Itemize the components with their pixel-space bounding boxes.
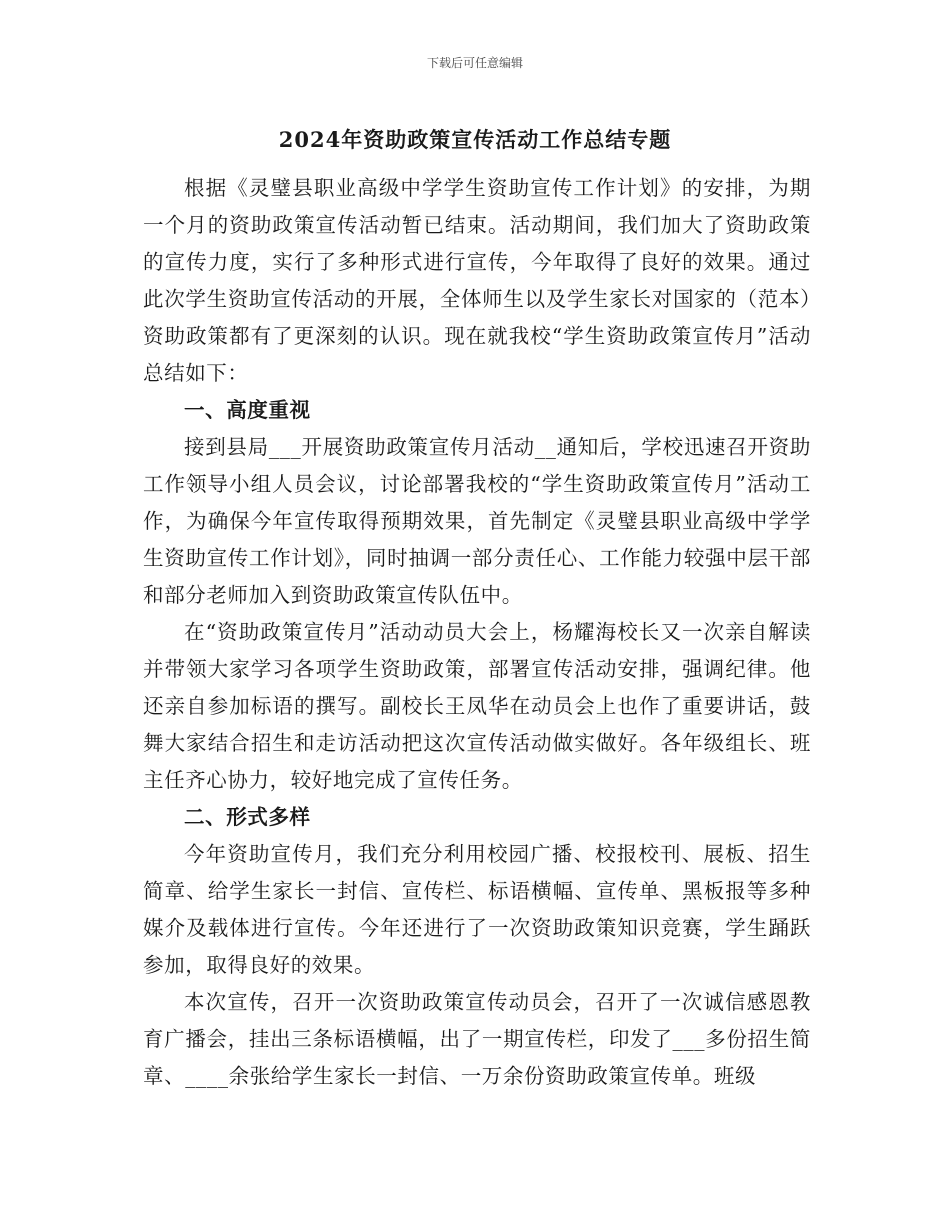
section-heading-1: 一、高度重视: [184, 398, 311, 422]
document-body: [143, 170, 811, 1095]
section2-paragraph-2: 本次宣传，召开一次资助政策宣传动员会，召开了一次诚信感恩教育广播会，挂出三条标语横幅，出了一期宣传栏，印发了___多份招生简章、____余张给学生家长一封信、一万余份资助政策宣传单。班级: [143, 990, 811, 1088]
intro-paragraph: 根据《灵璧县职业高级中学学生资助宣传工作计划》的安排，为期一个月的资助政策宣传活动暂已结束。活动期间，我们加大了资助政策的宣传力度，实行了多种形式进行宣传，今年取得了良好的效果。通过此次学生资助宣传活动的开展，全体师生以及学生家长对国家的（范本）资助政策都有了更深刻的认识。现在就我校“学生资助政策宣传月”活动总结如下：: [143, 176, 811, 385]
section1-paragraph-1: 接到县局___开展资助政策宣传月活动__通知后，学校迅速召开资助工作领导小组人员会议，讨论部署我校的“学生资助政策宣传月”活动工作，为确保今年宣传取得预期效果，首先制定《灵璧县职业高级中学学生资助宣传工作计划》，同时抽调一部分责任心、工作能力较强中层干部和部分老师加入到资助政策宣传队伍中。: [143, 435, 811, 607]
header-note: 下载后可任意编辑: [426, 56, 523, 70]
section2-paragraph-1: 今年资助宣传月，我们充分利用校园广播、校报校刊、展板、招生简章、给学生家长一封信、宣传栏、标语横幅、宣传单、黑板报等多种媒介及载体进行宣传。今年还进行了一次资助政策知识竞赛，学生踊跃参加，取得良好的效果。: [143, 842, 811, 977]
document-title: 2024年资助政策宣传活动工作总结专题: [278, 127, 672, 152]
section1-paragraph-2: 在“资助政策宣传月”活动动员大会上，杨耀海校长又一次亲自解读并带领大家学习各项学生资助政策，部署宣传活动安排，强调纪律。他还亲自参加标语的撰写。副校长王凤华在动员会上也作了重要讲话，鼓舞大家结合招生和走访活动把这次宣传活动做实做好。各年级组长、班主任齐心协力，较好地完成了宣传任务。: [143, 620, 811, 792]
section-heading-2: 二、形式多样: [184, 805, 311, 829]
